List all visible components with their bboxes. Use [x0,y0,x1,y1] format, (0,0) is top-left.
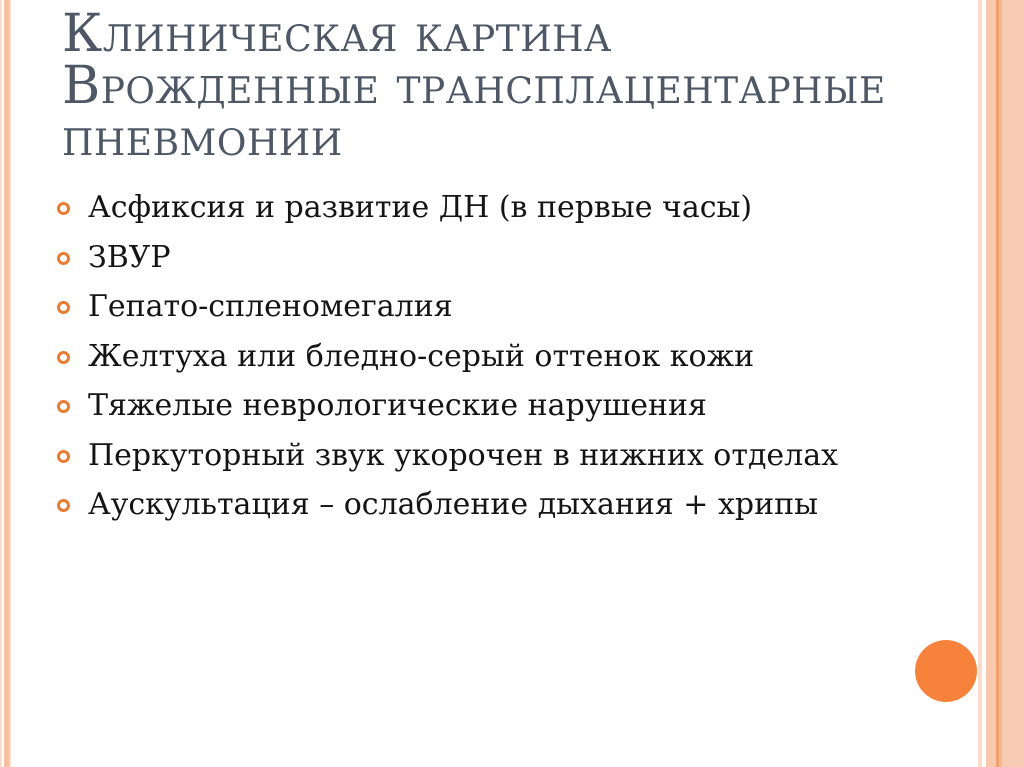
list-item [57,431,987,481]
list-item [57,332,987,382]
bullet-text: Желтуха или бледно-серый оттенок кожи [88,338,755,374]
bullet-circle-icon [57,252,70,265]
bullet-text: Асфиксия и развитие ДН (в первые часы) [88,190,753,226]
bullet-text: Перкуторный звук укорочен в нижних отделах [88,437,839,473]
list-item [57,282,987,332]
slide-title-line: Клиническая картина [62,4,612,64]
slide-title-line: Врожденные трансплацентарные [62,56,886,116]
bullet-circle-icon [57,351,70,364]
bullet-text: Гепато-спленомегалия [88,289,453,325]
slide-title-line: пневмонии [62,108,343,168]
slide-title [62,4,972,168]
list-item [57,233,987,283]
list-item [57,183,987,233]
bullet-list [57,183,987,530]
bullet-circle-icon [57,450,70,463]
bullet-circle-icon [57,499,70,512]
accent-circle-decoration [915,640,977,702]
bullet-text: ЗВУР [88,239,171,275]
list-item [57,381,987,431]
bullet-circle-icon [57,301,70,314]
bullet-circle-icon [57,400,70,413]
left-stripe-decoration [0,0,12,767]
list-item [57,480,987,530]
bullet-text: Тяжелые неврологические нарушения [88,388,707,424]
bullet-circle-icon [57,202,70,215]
bullet-text: Аускультация – ослабление дыхания + хрипы [88,487,818,523]
